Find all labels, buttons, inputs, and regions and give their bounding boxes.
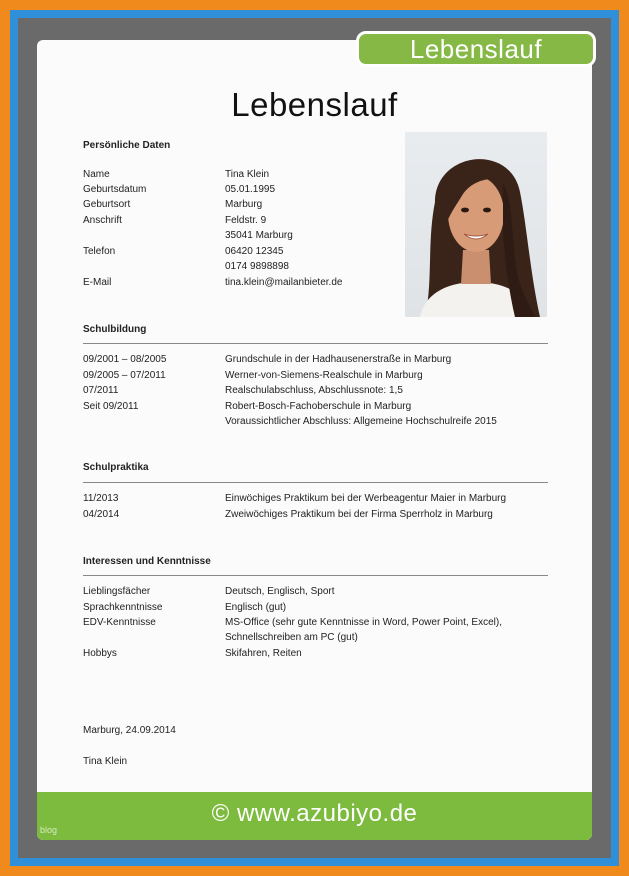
signature — [83, 756, 548, 770]
row-label: 11/2013 — [83, 493, 119, 504]
row-label: Lieblingsfächer — [83, 586, 151, 597]
row-label: EDV-Kenntnisse — [83, 617, 156, 628]
row-label: Anschrift — [83, 215, 122, 226]
row-label: Telefon — [83, 246, 116, 257]
footer-bar — [37, 792, 592, 840]
row-label: E-Mail — [83, 277, 112, 288]
row-label: 09/2001 – 08/2005 — [83, 354, 167, 365]
row-value: Grundschule in der Hadhausenerstraße in Marburg — [225, 354, 452, 365]
row-value: Deutsch, Englisch, Sport — [225, 586, 335, 597]
interessen-row — [83, 602, 548, 616]
schulbildung-row — [83, 370, 548, 384]
row-value: Werner-von-Siemens-Realschule in Marburg — [225, 370, 423, 381]
row-value: Schnellschreiben am PC (gut) — [225, 632, 358, 643]
interessen-row — [83, 648, 548, 662]
row-label: 09/2005 – 07/2011 — [83, 370, 166, 381]
place-date-text: Marburg, 24.09.2014 — [83, 725, 176, 736]
row-label: Seit 09/2011 — [83, 401, 139, 412]
row-value: Englisch (gut) — [225, 602, 287, 613]
interessen-row — [83, 586, 548, 600]
schulbildung-row — [83, 401, 548, 415]
row-value: 35041 Marburg — [225, 230, 293, 241]
row-value: Skifahren, Reiten — [225, 648, 302, 659]
row-value: Voraussichtlicher Abschluss: Allgemeine Hochschulreife 2015 — [225, 416, 497, 427]
portrait-photo — [405, 132, 547, 317]
row-value: Robert-Bosch-Fachoberschule in Marburg — [225, 401, 412, 412]
signature-name: Tina Klein — [83, 756, 128, 767]
row-value: 0174 9898898 — [225, 261, 289, 272]
place-date — [83, 725, 548, 739]
header-tab-label: Lebenslauf — [356, 31, 596, 67]
document-title: Lebenslauf — [231, 86, 398, 123]
row-value: 05.01.1995 — [225, 184, 276, 195]
praktika-row — [83, 509, 548, 523]
row-value: Einwöchiges Praktikum bei der Werbeagentur Maier in Marburg — [225, 493, 507, 504]
row-value: Feldstr. 9 — [225, 215, 267, 226]
interessen-row — [83, 632, 548, 646]
section-heading-schulbildung: Schulbildung — [83, 324, 147, 335]
row-label: Hobbys — [83, 648, 117, 659]
schulbildung-row — [83, 354, 548, 368]
row-value: Tina Klein — [225, 169, 270, 180]
watermark-text: blog — [40, 825, 58, 835]
interessen-row — [83, 617, 548, 631]
row-label: Geburtsdatum — [83, 184, 147, 195]
section-heading-personal: Persönliche Daten — [83, 140, 171, 151]
footer-copyright: © www.azubiyo.de — [211, 800, 418, 827]
row-label: 07/2011 — [83, 385, 119, 396]
schulbildung-row — [83, 385, 548, 399]
portrait-illustration — [405, 132, 547, 317]
cv-document — [37, 40, 592, 840]
section-heading-interessen: Interessen und Kenntnisse — [83, 556, 211, 567]
row-label: Sprachkenntnisse — [83, 602, 163, 613]
row-label: Geburtsort — [83, 199, 131, 210]
section-divider — [83, 482, 548, 483]
row-label: 04/2014 — [83, 509, 120, 520]
praktika-row — [83, 493, 548, 507]
section-divider — [83, 343, 548, 344]
row-value: MS-Office (sehr gute Kenntnisse in Word, Power Point, Excel), — [225, 617, 502, 628]
section-heading-praktika: Schulpraktika — [83, 462, 149, 473]
row-value: 06420 12345 — [225, 246, 284, 257]
row-label: Name — [83, 169, 110, 180]
row-value: Zweiwöchiges Praktikum bei der Firma Sperrholz in Marburg — [225, 509, 493, 520]
schulbildung-row — [83, 416, 548, 430]
row-value: Realschulabschluss, Abschlussnote: 1,5 — [225, 385, 403, 396]
section-divider — [83, 575, 548, 576]
row-value: Marburg — [225, 199, 263, 210]
row-value: tina.klein@mailanbieter.de — [225, 277, 343, 288]
